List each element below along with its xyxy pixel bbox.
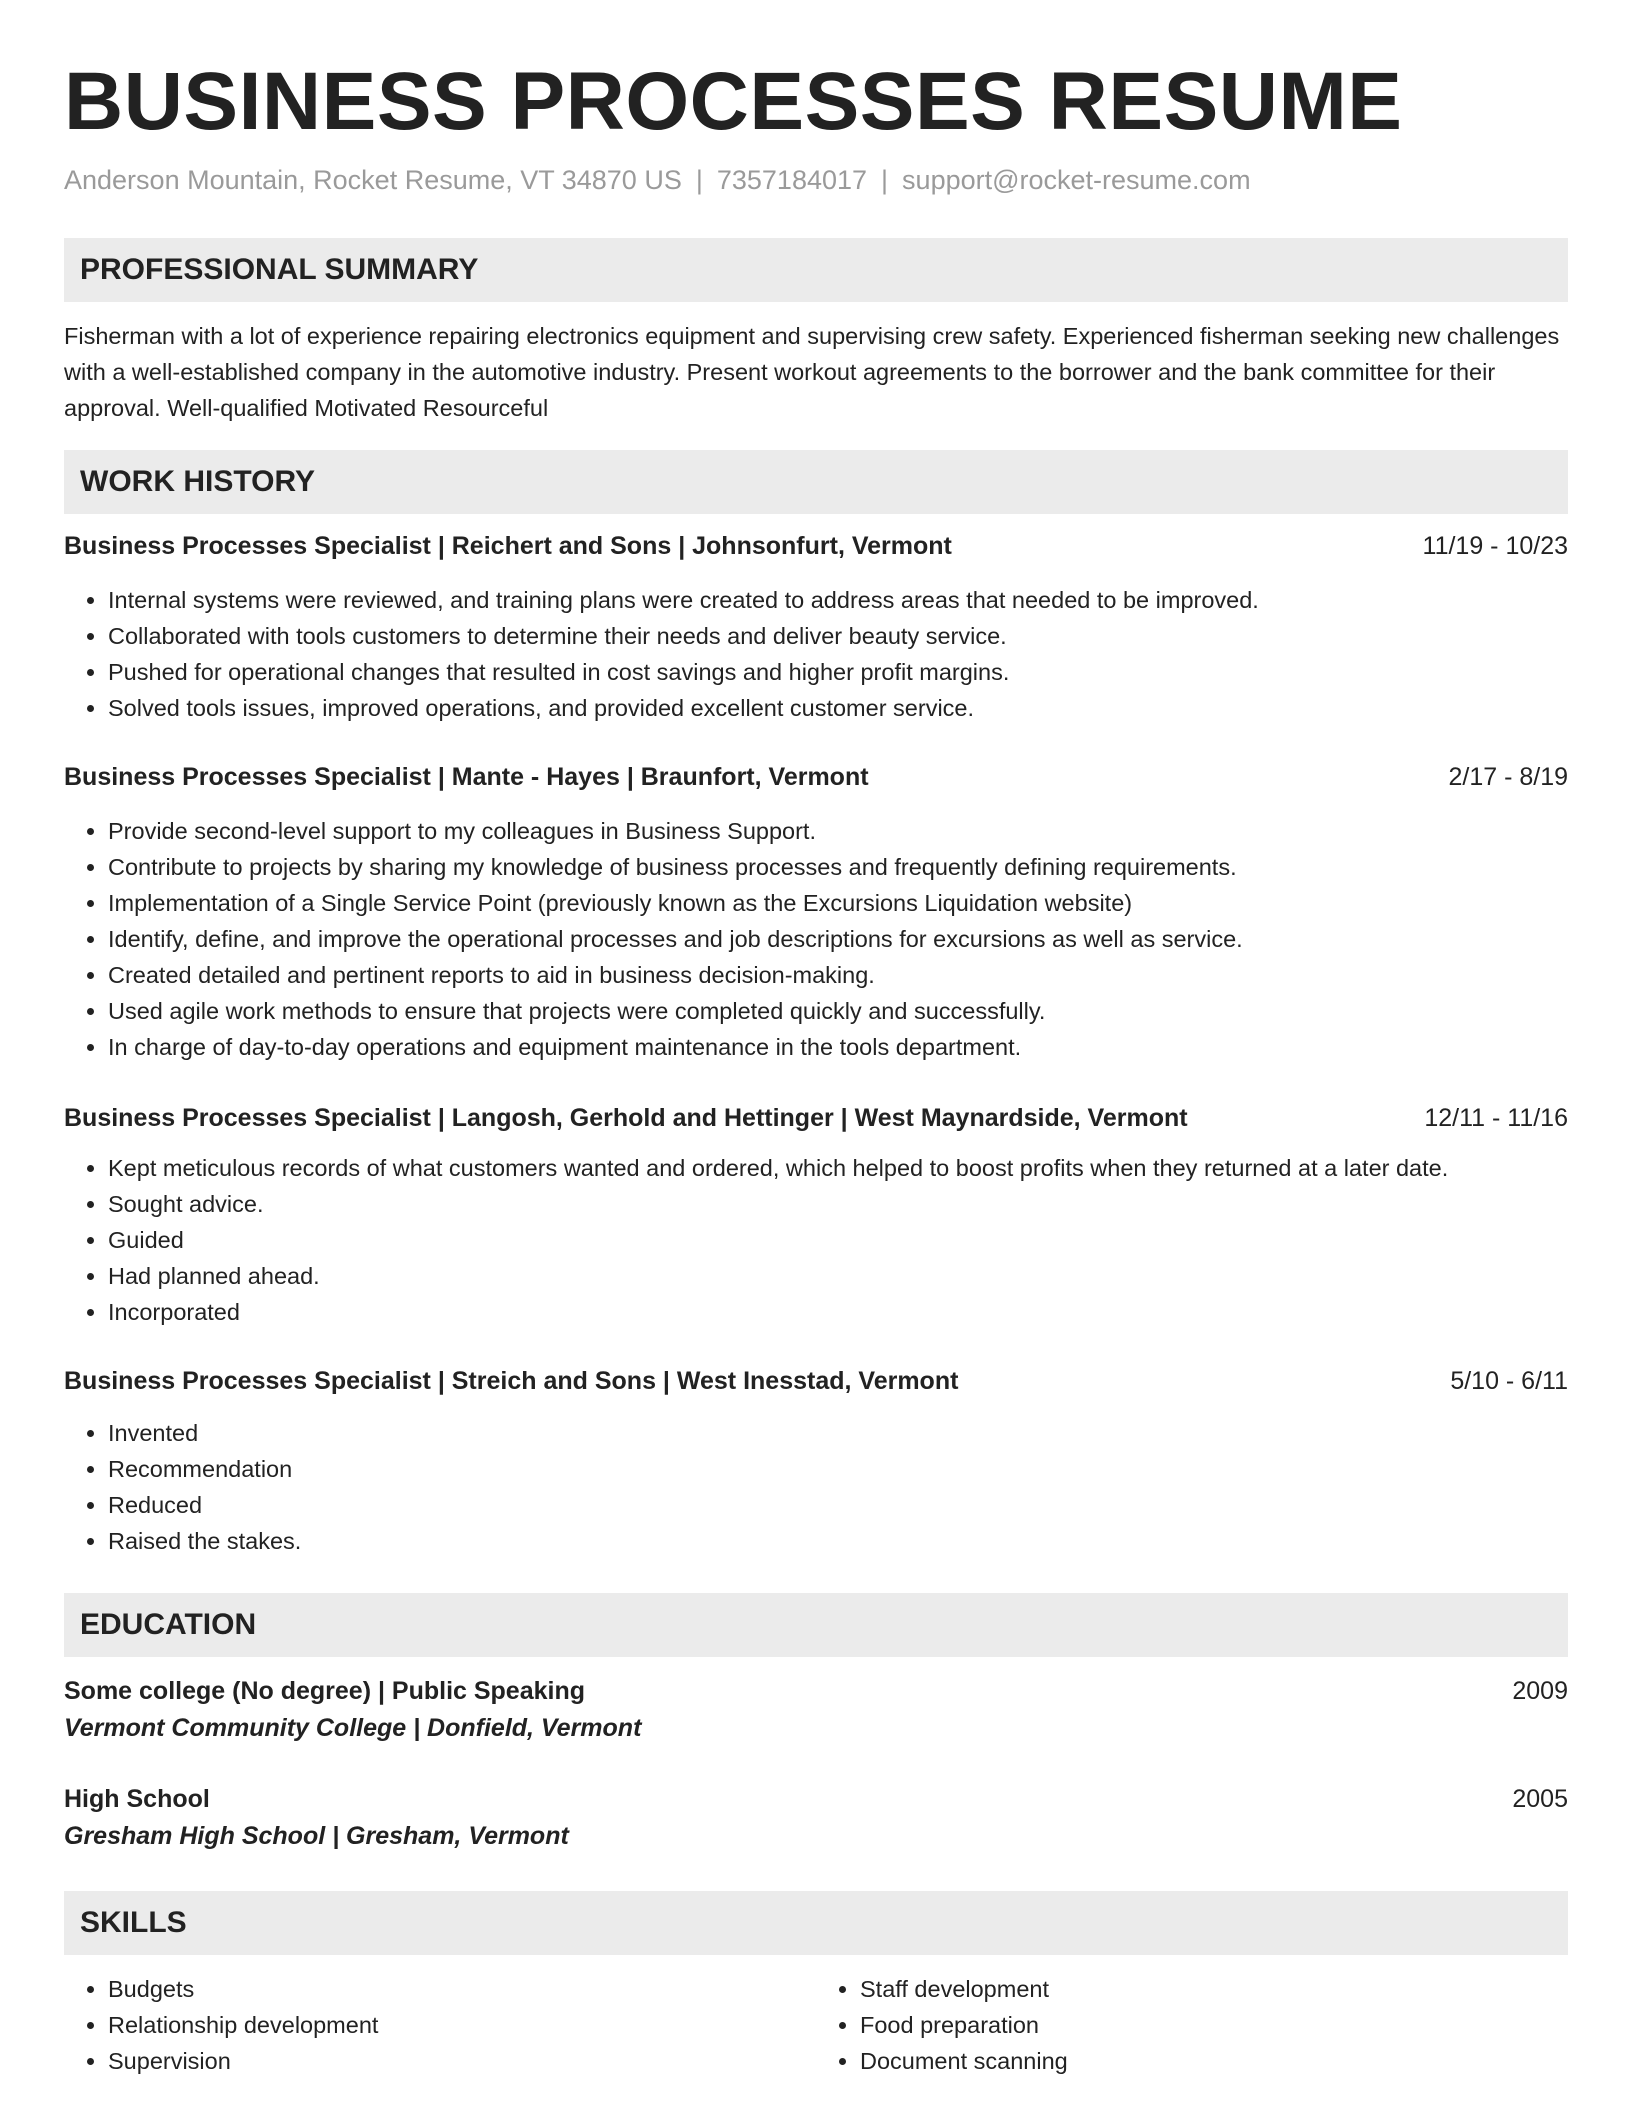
skill-item: • Supervision bbox=[108, 2043, 816, 2079]
contact-separator: | bbox=[881, 165, 889, 195]
job-bullet: • Invented bbox=[108, 1415, 1568, 1451]
education-entry bbox=[64, 1781, 1568, 1855]
job-bullet: • Provide second-level support to my colleagues in Business Support. bbox=[108, 813, 1568, 849]
contact-address: Anderson Mountain, Rocket Resume, VT 34870 US bbox=[64, 165, 682, 195]
resume-title: BUSINESS PROCESSES RESUME bbox=[64, 56, 1403, 147]
skill-item: • Food preparation bbox=[860, 2007, 1568, 2043]
job-entry bbox=[64, 1100, 1568, 1330]
job-header bbox=[64, 1100, 1568, 1136]
education-year: 2005 bbox=[1512, 1785, 1568, 1813]
education-entry bbox=[64, 1673, 1568, 1747]
job-title: Business Processes Specialist | Streich and Sons | West Inesstad, Vermont bbox=[64, 1367, 959, 1395]
job-bullet: • Guided bbox=[108, 1222, 1568, 1258]
section-header-skills: SKILLS bbox=[64, 1891, 1568, 1955]
job-bullet: • Created detailed and pertinent reports to aid in business decision-making. bbox=[108, 957, 1568, 993]
job-bullet: • Reduced bbox=[108, 1487, 1568, 1523]
job-bullet: • Solved tools issues, improved operations, and provided excellent customer service. bbox=[108, 690, 1568, 726]
job-bullet: • Contribute to projects by sharing my knowledge of business processes and frequently defining requirements. bbox=[108, 849, 1568, 885]
education-degree: High School bbox=[64, 1785, 210, 1813]
job-bullet: • Recommendation bbox=[108, 1451, 1568, 1487]
education-school: Vermont Community College | Donfield, Vermont bbox=[64, 1714, 642, 1742]
job-dates: 2/17 - 8/19 bbox=[1448, 763, 1568, 791]
job-bullet: • Had planned ahead. bbox=[108, 1258, 1568, 1294]
job-header bbox=[64, 1363, 1568, 1399]
education-school: Gresham High School | Gresham, Vermont bbox=[64, 1822, 569, 1850]
job-entry bbox=[64, 1363, 1568, 1559]
job-bullets bbox=[64, 1150, 1568, 1330]
job-bullet: • Kept meticulous records of what customers wanted and ordered, which helped to boost profits when they returned at a later date. bbox=[108, 1150, 1568, 1186]
job-bullet: • Internal systems were reviewed, and training plans were created to address areas that needed to be improved. bbox=[108, 582, 1568, 618]
skill-item: • Document scanning bbox=[860, 2043, 1568, 2079]
job-dates: 12/11 - 11/16 bbox=[1424, 1104, 1568, 1132]
education-year: 2009 bbox=[1512, 1677, 1568, 1705]
skill-item: • Budgets bbox=[108, 1971, 816, 2007]
job-bullets bbox=[64, 1415, 1568, 1559]
job-bullet: • Incorporated bbox=[108, 1294, 1568, 1330]
summary-text: Fisherman with a lot of experience repairing electronics equipment and supervising crew safety. Experienced fisherman seeking new challenges with a well-established company in the automotive industry. Present workout agreements to the borrower and the bank committee for their approval. Well-qualified Motivated Resourceful bbox=[64, 323, 1560, 421]
job-header bbox=[64, 528, 1568, 564]
contact-email: support@rocket-resume.com bbox=[902, 165, 1251, 195]
contact-separator: | bbox=[695, 165, 703, 195]
section-header-summary: PROFESSIONAL SUMMARY bbox=[64, 238, 1568, 302]
job-title: Business Processes Specialist | Langosh, Gerhold and Hettinger | West Maynardside, Vermont bbox=[64, 1104, 1188, 1132]
section-header-work-history: WORK HISTORY bbox=[64, 450, 1568, 514]
education-header bbox=[64, 1673, 1568, 1709]
resume-page bbox=[64, 56, 1568, 2079]
education-header bbox=[64, 1781, 1568, 1817]
job-bullets bbox=[64, 813, 1568, 1065]
education-degree: Some college (No degree) | Public Speaking bbox=[64, 1677, 586, 1705]
job-bullet: • Implementation of a Single Service Point (previously known as the Excursions Liquidation website) bbox=[108, 885, 1568, 921]
section-header-education: EDUCATION bbox=[64, 1593, 1568, 1657]
skills-column-right bbox=[816, 1971, 1568, 2079]
job-bullet: • Used agile work methods to ensure that projects were completed quickly and successfully. bbox=[108, 993, 1568, 1029]
job-dates: 5/10 - 6/11 bbox=[1450, 1367, 1568, 1395]
contact-phone: 7357184017 bbox=[716, 165, 868, 195]
job-bullets bbox=[64, 582, 1568, 726]
job-bullet: • In charge of day-to-day operations and equipment maintenance in the tools department. bbox=[108, 1029, 1568, 1065]
job-bullet: • Collaborated with tools customers to determine their needs and deliver beauty service. bbox=[108, 618, 1568, 654]
job-bullet: • Sought advice. bbox=[108, 1186, 1568, 1222]
job-bullet: • Raised the stakes. bbox=[108, 1523, 1568, 1559]
job-header bbox=[64, 759, 1568, 795]
job-bullet: • Pushed for operational changes that resulted in cost savings and higher profit margins. bbox=[108, 654, 1568, 690]
job-dates: 11/19 - 10/23 bbox=[1422, 532, 1568, 560]
skills-grid bbox=[64, 1971, 1568, 2079]
job-title: Business Processes Specialist | Reichert and Sons | Johnsonfurt, Vermont bbox=[64, 532, 952, 560]
job-title: Business Processes Specialist | Mante - Hayes | Braunfort, Vermont bbox=[64, 763, 869, 791]
skills-column-left bbox=[64, 1971, 816, 2079]
job-entry bbox=[64, 759, 1568, 1065]
skill-item: • Staff development bbox=[860, 1971, 1568, 2007]
contact-line bbox=[64, 162, 1568, 198]
job-entry bbox=[64, 528, 1568, 726]
job-bullet: • Identify, define, and improve the operational processes and job descriptions for excursions as well as service. bbox=[108, 921, 1568, 957]
skill-item: • Relationship development bbox=[108, 2007, 816, 2043]
